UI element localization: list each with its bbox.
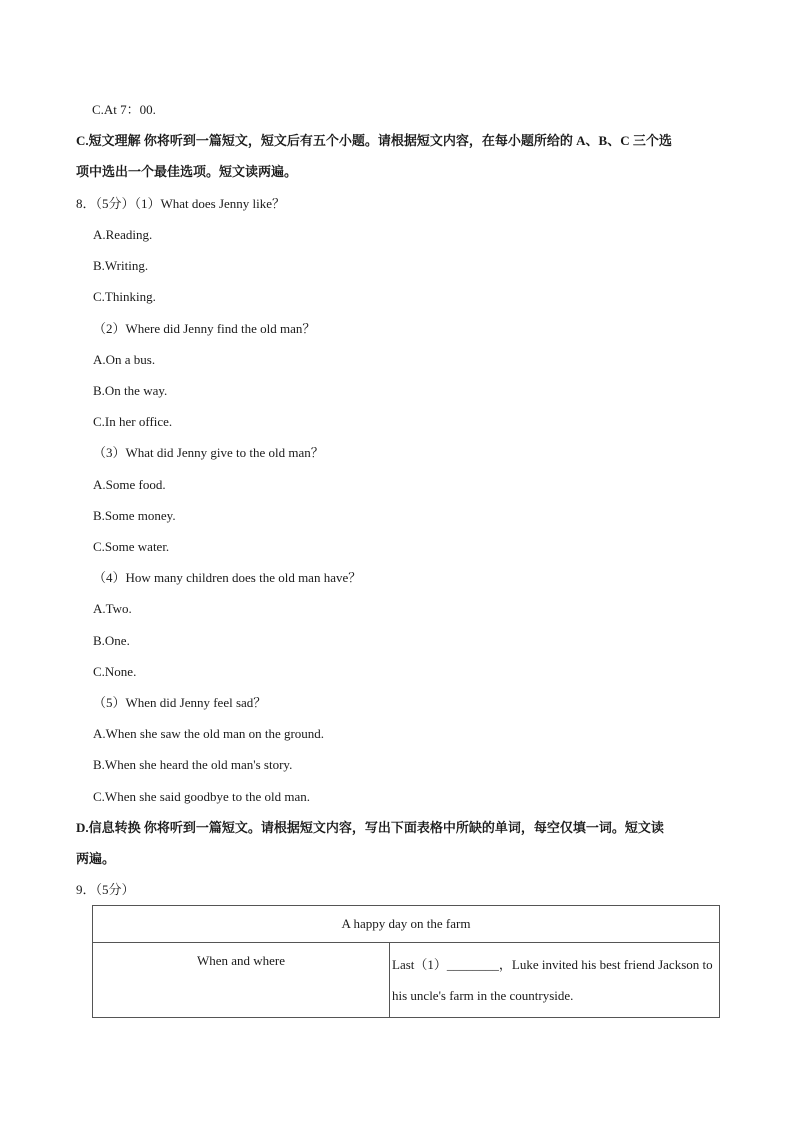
q8-option: B.On the way. [93,383,168,398]
q8-option: B.When she heard the old man's story. [93,757,293,772]
section-d-instruction [76,819,664,837]
info-table [92,905,720,1018]
q8-option: A.When she saw the old man on the ground. [93,726,325,741]
section-c-heading: C.短文理解 [76,133,141,148]
q8-option: A.Some food. [93,477,166,492]
section-d-text-line2: 两遍。 [76,851,116,866]
q8-option: A.Reading. [93,227,153,242]
section-d-text-line1: 你将听到一篇短文。请根据短文内容，写出下面表格中所缺的单词，每空仅填一词。短文读 [143,820,664,835]
q8-option: A.On a bus. [93,352,156,367]
q8-subquestion-3: （3）What did Jenny give to the old man？ [93,445,324,460]
section-c-text-line2: 项中选出一个最佳选项。短文读两遍。 [76,164,298,179]
q8-option: C.Thinking. [93,289,156,304]
q8-option: B.Some money. [93,508,176,523]
table-title: A happy day on the farm [93,906,720,943]
q8-option: C.In her office. [93,414,173,429]
q8-option: C.Some water. [93,539,170,554]
table-title-row [93,906,720,943]
q8-option: A.Two. [93,601,132,616]
table-row-content: Last（1）________，Luke invited his best friend Jackson to his uncle's farm in the countryside. [390,943,720,1018]
q8-subquestion-5: （5）When did Jenny feel sad？ [93,695,267,710]
section-c-instruction [76,132,672,150]
q8-subquestion-4: （4）How many children does the old man have？ [93,570,362,585]
table-row [93,943,720,1018]
q8-option: B.Writing. [93,258,149,273]
question-8-header: 8．（5分）（1）What does Jenny like？ [76,196,286,211]
q8-option: C.None. [93,664,137,679]
q8-option: C.When she said goodbye to the old man. [93,789,310,804]
question-9-header: 9．（5分） [76,882,135,897]
section-c-text-line1: 你将听到一篇短文，短文后有五个小题。请根据短文内容，在每小题所给的 A、B、C 三个选 [143,133,672,148]
table-row-label: When and where [93,943,390,1018]
q8-option: B.One. [93,633,130,648]
q8-subquestion-2: （2）Where did Jenny find the old man？ [93,321,316,336]
section-d-heading: D.信息转换 [76,820,141,835]
previous-option: C.At 7：00. [92,102,156,117]
